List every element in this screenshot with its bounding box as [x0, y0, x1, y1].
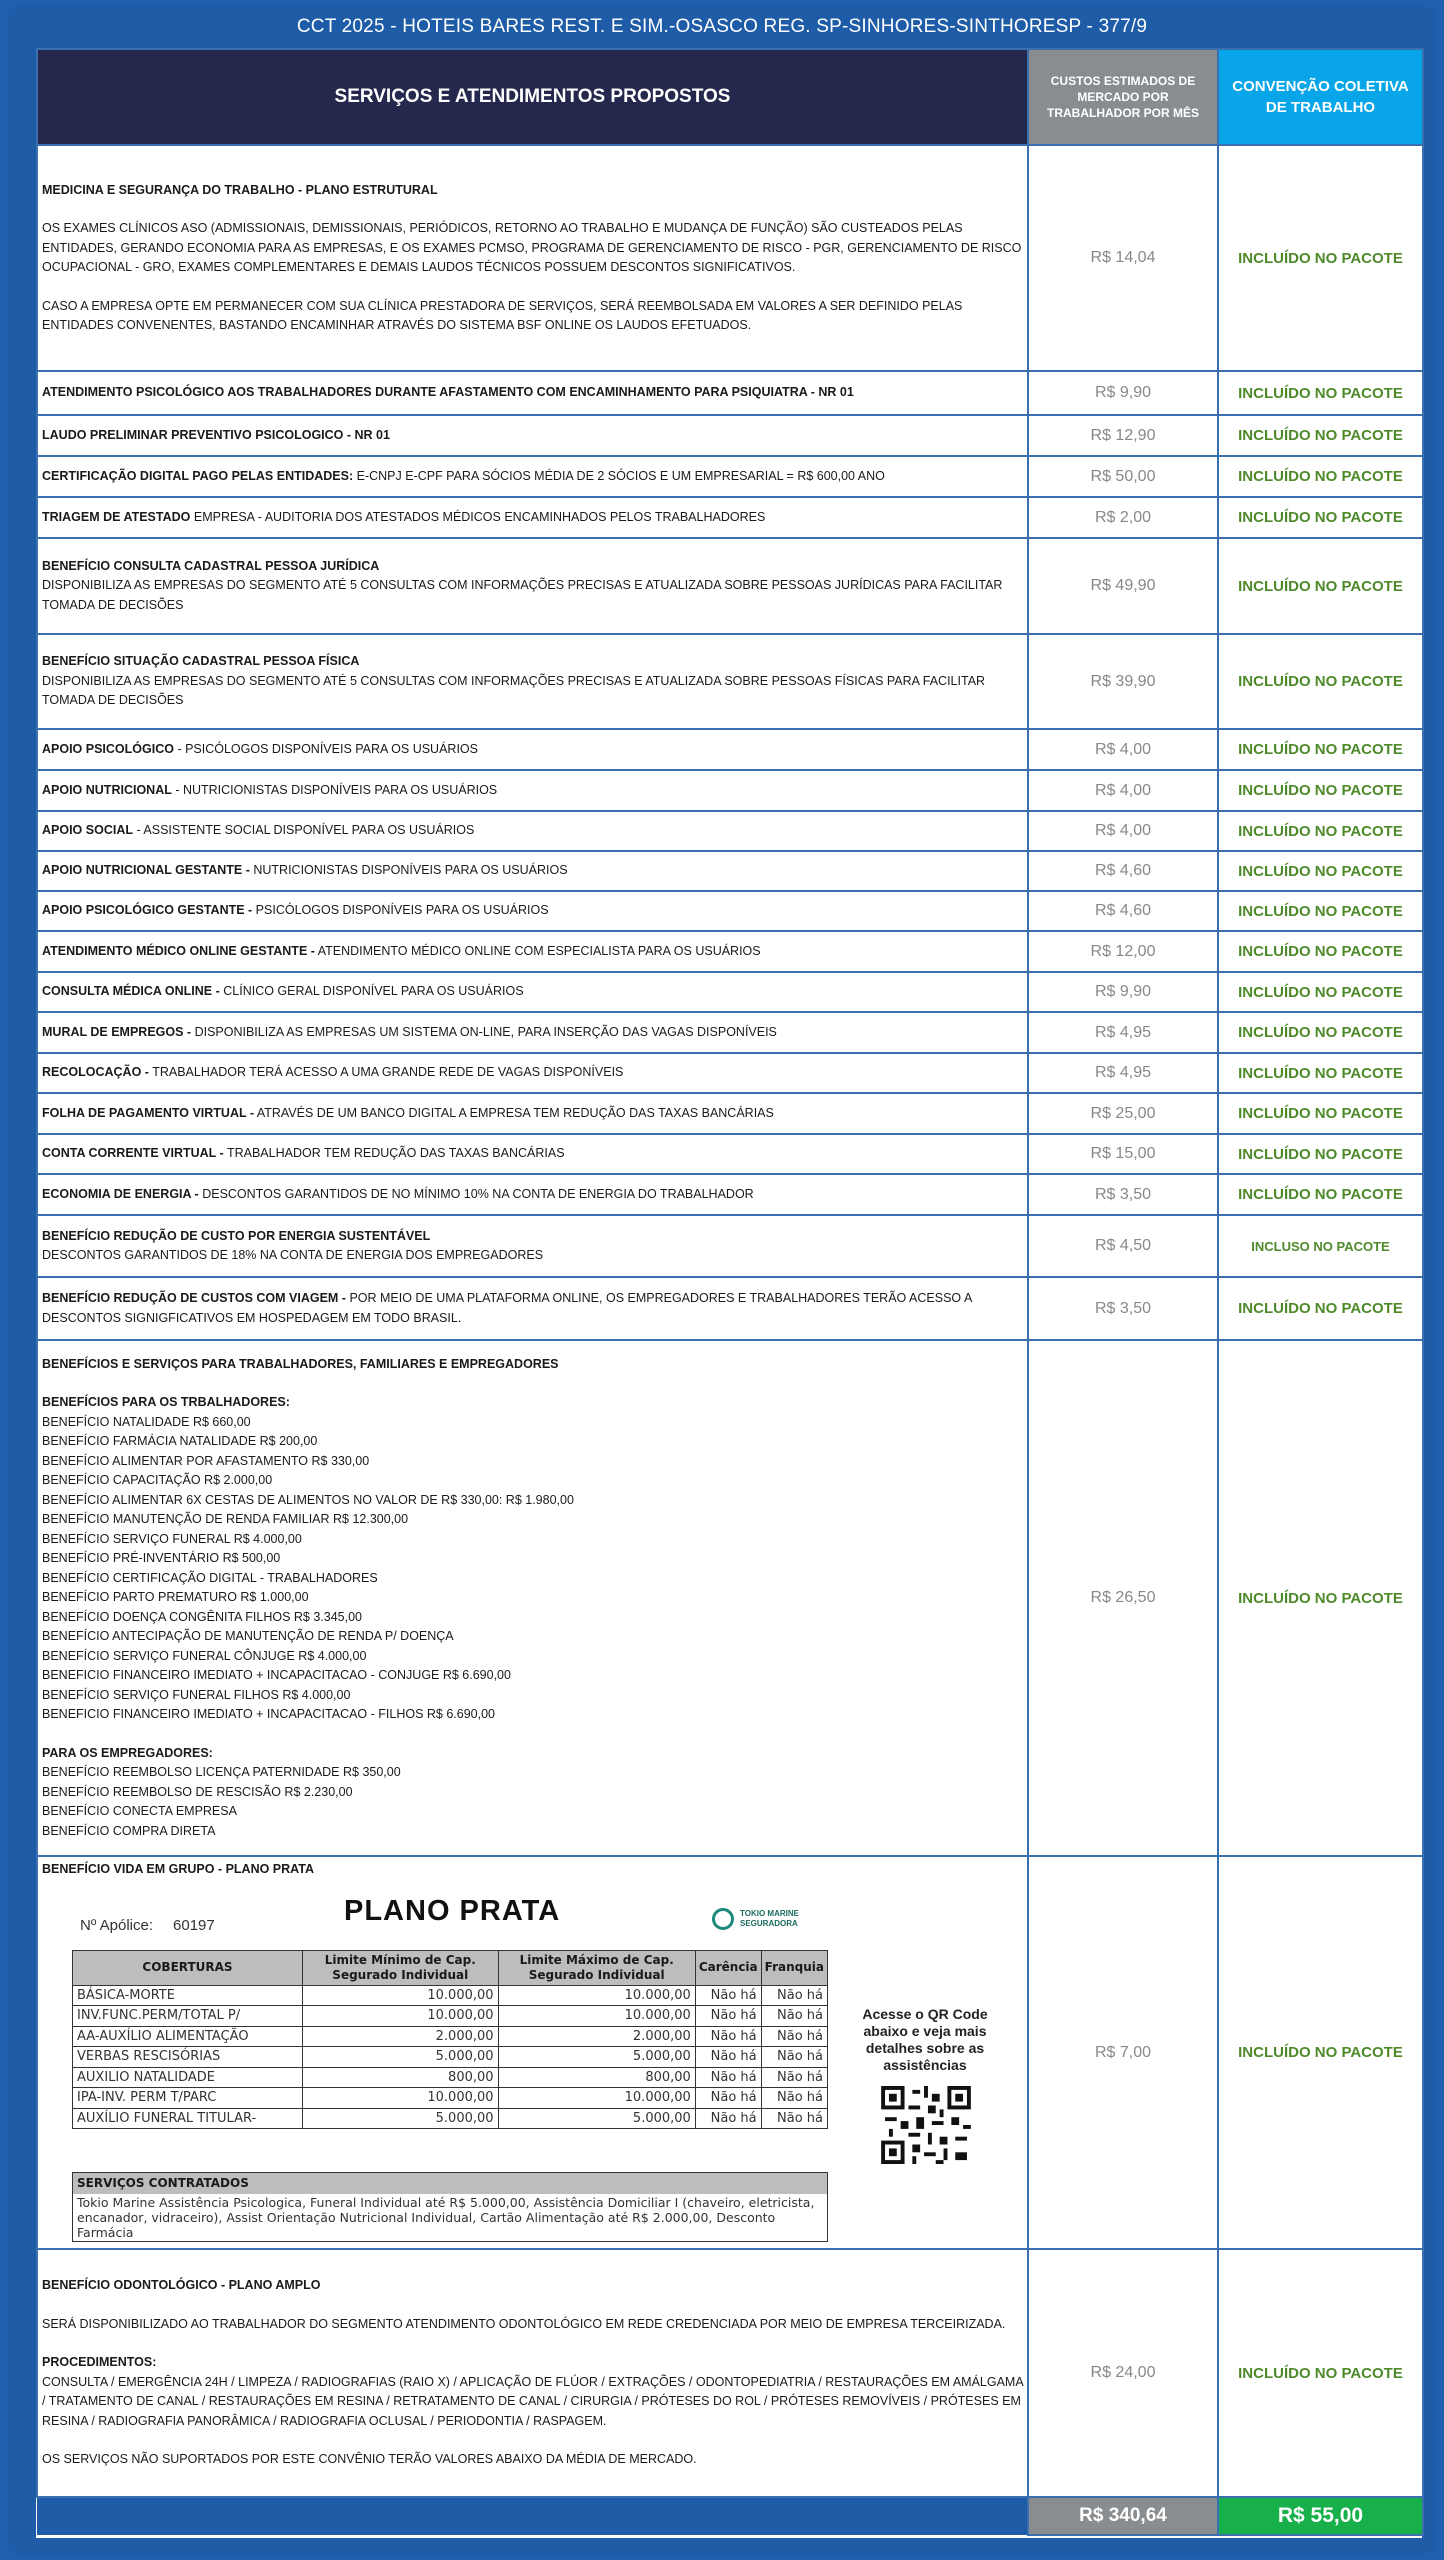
row-text: DISPONIBILIZA AS EMPRESAS DO SEGMENTO ATÉ 5 CONSULTAS COM INFORMAÇÕES PRECISAS E ATUALIZADA SOBRE PESSOAS JURÍDICAS PARA FACILITAR TOMADA DE DECISÕES	[42, 578, 1003, 612]
table-row	[37, 1093, 1423, 1134]
row-status: INCLUÍDO NO PACOTE	[1218, 811, 1423, 851]
row-text: E-CNPJ E-CPF PARA SÓCIOS MÉDIA DE 2 SÓCIOS E UM EMPRESARIAL = R$ 600,00 ANO	[353, 468, 885, 483]
row-status: INCLUÍDO NO PACOTE	[1218, 1340, 1423, 1856]
row-description	[37, 1093, 1028, 1134]
row-text: DISPONIBILIZA AS EMPRESAS DO SEGMENTO ATÉ 5 CONSULTAS COM INFORMAÇÕES PRECISAS E ATUALIZADA SOBRE PESSOAS FÍSICAS PARA FACILITAR TOMADA DE DECISÕES	[42, 673, 986, 708]
table-row	[37, 456, 1423, 497]
row-price: R$ 3,50	[1028, 1174, 1218, 1215]
list-item: BENEFÍCIO NATALIDADE R$ 660,00	[42, 1414, 251, 1429]
table-row	[37, 1053, 1423, 1093]
row-title: MEDICINA E SEGURANÇA DO TRABALHO - PLANO ESTRUTURAL	[42, 182, 438, 197]
table-row	[37, 1856, 1423, 2249]
row-status: INCLUÍDO NO PACOTE	[1218, 371, 1423, 415]
row-status: INCLUÍDO NO PACOTE	[1218, 729, 1423, 770]
coverage-header-row	[73, 1950, 828, 1985]
row-description	[37, 2249, 1028, 2497]
row-price: R$ 4,95	[1028, 1053, 1218, 1093]
row-title: TRIAGEM DE ATESTADO	[42, 509, 191, 524]
table-row	[37, 634, 1423, 729]
qr-caption: Acesse o QR Code abaixo e veja mais detalhes sobre as assistências	[862, 2005, 988, 2073]
row-price: R$ 4,60	[1028, 851, 1218, 891]
totals-spacer	[37, 2497, 1028, 2535]
list-item: BENEFICIO FINANCEIRO IMEDIATO + INCAPACITACAO - FILHOS R$ 6.690,00	[42, 1707, 495, 1722]
header-cost: CUSTOS ESTIMADOS DE MERCADO POR TRABALHADOR POR MÊS	[1028, 49, 1218, 145]
row-description	[37, 1856, 1028, 2249]
coverage-row: AUXILIO NATALIDADE 800,00 800,00 Não há Não há	[73, 2067, 828, 2088]
list-item: BENEFÍCIO REEMBOLSO LICENÇA PATERNIDADE R$ 350,00	[42, 1765, 401, 1780]
policy-label: Nº Apólice:	[80, 1916, 154, 1934]
row-text: ATRAVÉS DE UM BANCO DIGITAL A EMPRESA TEM REDUÇÃO DAS TAXAS BANCÁRIAS	[254, 1105, 774, 1120]
row-status: INCLUÍDO NO PACOTE	[1218, 2249, 1423, 2497]
list-item: BENEFÍCIO FARMÁCIA NATALIDADE R$ 200,00	[42, 1434, 318, 1449]
row-price: R$ 9,90	[1028, 972, 1218, 1012]
row-subtitle: PARA OS EMPREGADORES:	[42, 1745, 213, 1760]
row-text: EMPRESA - AUDITORIA DOS ATESTADOS MÉDICOS ENCAMINHADOS PELOS TRABALHADORES	[190, 509, 766, 524]
row-title: APOIO SOCIAL	[42, 823, 133, 838]
row-subtitle: PROCEDIMENTOS:	[42, 2355, 157, 2370]
row-status: INCLUÍDO NO PACOTE	[1218, 1856, 1423, 2249]
list-item: BENEFÍCIO ANTECIPAÇÃO DE MANUTENÇÃO DE RENDA P/ DOENÇA	[42, 1629, 454, 1644]
list-item: BENEFICIO FINANCEIRO IMEDIATO + INCAPACITACAO - CONJUGE R$ 6.690,00	[42, 1668, 511, 1683]
coverage-header: Limite Mínimo de Cap. Segurado Individual	[303, 1950, 499, 1985]
table-row	[37, 497, 1423, 538]
policy-number	[80, 1916, 215, 1936]
row-status: INCLUSO NO PACOTE	[1218, 1215, 1423, 1277]
row-text: - ASSISTENTE SOCIAL DISPONÍVEL PARA OS USUÁRIOS	[132, 823, 475, 838]
services-table	[36, 48, 1424, 2536]
table-row	[37, 851, 1423, 891]
row-status: INCLUÍDO NO PACOTE	[1218, 1093, 1423, 1134]
row-description	[37, 972, 1028, 1012]
row-price: R$ 7,00	[1028, 1856, 1218, 2249]
row-status: INCLUÍDO NO PACOTE	[1218, 770, 1423, 811]
row-status: INCLUÍDO NO PACOTE	[1218, 497, 1423, 538]
document-frame	[8, 6, 1436, 2554]
plan-title: PLANO PRATA	[344, 1894, 561, 1927]
qr-code-icon[interactable]	[880, 2086, 972, 2164]
row-text: DESCONTOS GARANTIDOS DE 18% NA CONTA DE ENERGIA DOS EMPREGADORES	[42, 1248, 544, 1262]
coverage-header: Limite Máximo de Cap. Segurado Individual	[498, 1950, 695, 1985]
table-row	[37, 2249, 1423, 2497]
row-status: INCLUÍDO NO PACOTE	[1218, 415, 1423, 456]
row-status: INCLUÍDO NO PACOTE	[1218, 538, 1423, 634]
row-text: TRABALHADOR TEM REDUÇÃO DAS TAXAS BANCÁRIAS	[223, 1146, 565, 1161]
row-price: R$ 12,90	[1028, 415, 1218, 456]
list-item: BENEFÍCIO COMPRA DIRETA	[42, 1823, 216, 1838]
row-description	[37, 634, 1028, 729]
table-row	[37, 1340, 1423, 1856]
services-sheet	[36, 48, 1422, 2538]
row-title: RECOLOCAÇÃO -	[42, 1065, 149, 1080]
row-text: PSICÓLOGOS DISPONÍVEIS PARA OS USUÁRIOS	[252, 903, 549, 918]
list-item: BENEFÍCIO CAPACITAÇÃO R$ 2.000,00	[42, 1473, 273, 1488]
coverage-row: INV.FUNC.PERM/TOTAL P/ 10.000,00 10.000,00 Não há Não há	[73, 2006, 828, 2027]
row-description	[37, 456, 1028, 497]
row-description	[37, 770, 1028, 811]
row-title: BENEFÍCIO REDUÇÃO DE CUSTO POR ENERGIA SUSTENTÁVEL	[42, 1228, 431, 1243]
row-description	[37, 145, 1028, 371]
total-cost: R$ 340,64	[1028, 2497, 1218, 2535]
row-description	[37, 729, 1028, 770]
row-description	[37, 1340, 1028, 1856]
table-row	[37, 538, 1423, 634]
row-price: R$ 4,95	[1028, 1012, 1218, 1053]
table-row	[37, 145, 1423, 371]
row-title: CERTIFICAÇÃO DIGITAL PAGO PELAS ENTIDADES:	[42, 468, 354, 483]
row-status: INCLUÍDO NO PACOTE	[1218, 1134, 1423, 1174]
row-title: BENEFÍCIO REDUÇÃO DE CUSTOS COM VIAGEM -	[42, 1291, 346, 1305]
row-title: BENEFÍCIO CONSULTA CADASTRAL PESSOA JURÍDICA	[42, 558, 380, 573]
row-price: R$ 39,90	[1028, 634, 1218, 729]
row-price: R$ 3,50	[1028, 1277, 1218, 1340]
row-description	[37, 1277, 1028, 1340]
table-row	[37, 1277, 1423, 1340]
row-title: BENEFÍCIO SITUAÇÃO CADASTRAL PESSOA FÍSICA	[42, 654, 360, 669]
row-status: INCLUÍDO NO PACOTE	[1218, 1174, 1423, 1215]
row-title: APOIO NUTRICIONAL	[42, 782, 172, 797]
table-row	[37, 729, 1423, 770]
table-row	[37, 891, 1423, 931]
row-status: INCLUÍDO NO PACOTE	[1218, 1012, 1423, 1053]
row-title: CONTA CORRENTE VIRTUAL -	[42, 1146, 224, 1161]
list-item: BENEFÍCIO SERVIÇO FUNERAL FILHOS R$ 4.000,00	[42, 1687, 351, 1702]
header-cct: CONVENÇÃO COLETIVA DE TRABALHO	[1218, 49, 1423, 145]
row-text: OS SERVIÇOS NÃO SUPORTADOS POR ESTE CONVÊNIO TERÃO VALORES ABAIXO DA MÉDIA DE MERCADO.	[42, 2452, 697, 2467]
row-price: R$ 14,04	[1028, 145, 1218, 371]
row-text: TRABALHADOR TERÁ ACESSO A UMA GRANDE REDE DE VAGAS DISPONÍVEIS	[148, 1065, 624, 1080]
row-title: APOIO PSICOLÓGICO	[42, 741, 174, 756]
row-description	[37, 538, 1028, 634]
table-row	[37, 1215, 1423, 1277]
header-services: SERVIÇOS E ATENDIMENTOS PROPOSTOS	[37, 49, 1028, 145]
totals-row	[37, 2497, 1423, 2535]
table-row	[37, 1012, 1423, 1053]
row-text: NUTRICIONISTAS DISPONÍVEIS PARA OS USUÁRIOS	[249, 863, 568, 878]
table-row	[37, 415, 1423, 456]
insurance-plan-card	[42, 1888, 988, 2240]
row-text: CLÍNICO GERAL DISPONÍVEL PARA OS USUÁRIOS	[219, 984, 524, 999]
list-item: BENEFÍCIO PRÉ-INVENTÁRIO R$ 500,00	[42, 1551, 281, 1566]
row-price: R$ 15,00	[1028, 1134, 1218, 1174]
coverage-row: BÁSICA-MORTE 10.000,00 10.000,00 Não há Não há	[73, 1985, 828, 2006]
row-description	[37, 415, 1028, 456]
list-item: BENEFÍCIO SERVIÇO FUNERAL R$ 4.000,00	[42, 1531, 302, 1546]
row-title: ATENDIMENTO MÉDICO ONLINE GESTANTE -	[42, 943, 315, 958]
logo-text: TOKIO MARINE SEGURADORA	[740, 1908, 799, 1928]
insurer-logo	[712, 1906, 802, 1934]
row-status: INCLUÍDO NO PACOTE	[1218, 931, 1423, 972]
list-item: BENEFÍCIO CONECTA EMPRESA	[42, 1804, 237, 1819]
row-status: INCLUÍDO NO PACOTE	[1218, 1053, 1423, 1093]
row-description	[37, 891, 1028, 931]
row-description	[37, 371, 1028, 415]
coverage-header: COBERTURAS	[73, 1950, 303, 1985]
coverage-header: Franquia	[761, 1950, 827, 1985]
row-price: R$ 9,90	[1028, 371, 1218, 415]
row-title: MURAL DE EMPREGOS -	[42, 1024, 192, 1039]
row-description	[37, 931, 1028, 972]
row-price: R$ 50,00	[1028, 456, 1218, 497]
logo-icon	[712, 1908, 734, 1930]
row-status: INCLUÍDO NO PACOTE	[1218, 851, 1423, 891]
row-text: OS EXAMES CLÍNICOS ASO (ADMISSIONAIS, DEMISSIONAIS, PERIÓDICOS, RETORNO AO TRABALHO E MUDANÇA DE FUNÇÃO) SÃO CUSTEADOS PELAS ENTIDADES, GERANDO ECONOMIA PARA AS EMPRESAS, E OS EXAMES PCMSO, PROGRAMA DE GERENCIAMENTO DE RISCO - PGR, GERENCIAMENTO DE RISCO OCUPACIONAL - GRO, EXAMES COMPLEMENTARES E DEMAIS LAUDOS TÉCNICOS POSSUEM DESCONTOS SIGNIFICATIVOS.	[42, 221, 1022, 274]
list-item: BENEFÍCIO ALIMENTAR POR AFASTAMENTO R$ 330,00	[42, 1453, 370, 1468]
row-status: INCLUÍDO NO PACOTE	[1218, 972, 1423, 1012]
row-text: SERÁ DISPONIBILIZADO AO TRABALHADOR DO SEGMENTO ATENDIMENTO ODONTOLÓGICO EM REDE CREDENCIADA POR MEIO DE EMPRESA TERCEIRIZADA.	[42, 2316, 1006, 2331]
services-text: Tokio Marine Assistência Psicologica, Funeral Individual até R$ 5.000,00, Assistência Domiciliar I (chaveiro, eletricista, encanador, vidraceiro), Assist Orientação Nutricional Individual, Cartão Alimentação até R$ 2.000,00, Desconto Farmácia	[77, 2195, 815, 2240]
row-title: BENEFÍCIOS E SERVIÇOS PARA TRABALHADORES, FAMILIARES E EMPREGADORES	[42, 1356, 559, 1371]
row-title: APOIO PSICOLÓGICO GESTANTE -	[42, 903, 253, 918]
row-title: APOIO NUTRICIONAL GESTANTE -	[42, 863, 250, 878]
coverage-header: Carência	[695, 1950, 761, 1985]
contracted-services-box	[72, 2172, 828, 2243]
row-text: - PSICÓLOGOS DISPONÍVEIS PARA OS USUÁRIOS	[173, 741, 478, 756]
row-status: INCLUÍDO NO PACOTE	[1218, 891, 1423, 931]
coverage-row: IPA-INV. PERM T/PARC 10.000,00 10.000,00 Não há Não há	[73, 2088, 828, 2109]
row-price: R$ 24,00	[1028, 2249, 1218, 2497]
row-description	[37, 851, 1028, 891]
row-text: - NUTRICIONISTAS DISPONÍVEIS PARA OS USUÁRIOS	[171, 782, 498, 797]
row-subtitle: BENEFÍCIOS PARA OS TRBALHADORES:	[42, 1395, 290, 1410]
table-row	[37, 371, 1423, 415]
list-item: BENEFÍCIO ALIMENTAR 6X CESTAS DE ALIMENTOS NO VALOR DE R$ 330,00: R$ 1.980,00	[42, 1492, 574, 1507]
row-text: POR MEIO DE UMA PLATAFORMA ONLINE, OS EMPREGADORES E TRABALHADORES TERÃO ACESSO A DESCONTOS SIGNIGFICATIVOS EM HOSPEDAGEM EM TODO BRASIL.	[42, 1291, 972, 1325]
list-item: BENEFÍCIO CERTIFICAÇÃO DIGITAL - TRABALHADORES	[42, 1570, 378, 1585]
table-row	[37, 972, 1423, 1012]
table-row	[37, 1134, 1423, 1174]
coverage-table	[72, 1950, 828, 2130]
row-title: BENEFÍCIO VIDA EM GRUPO - PLANO PRATA	[42, 1862, 314, 1876]
row-title: BENEFÍCIO ODONTOLÓGICO - PLANO AMPLO	[42, 2278, 321, 2293]
row-price: R$ 2,00	[1028, 497, 1218, 538]
table-row	[37, 770, 1423, 811]
row-title: FOLHA DE PAGAMENTO VIRTUAL -	[42, 1105, 255, 1120]
row-description	[37, 1215, 1028, 1277]
row-text: DESCONTOS GARANTIDOS DE NO MÍNIMO 10% NA CONTA DE ENERGIA DO TRABALHADOR	[198, 1186, 754, 1201]
row-title: ATENDIMENTO PSICOLÓGICO AOS TRABALHADORES DURANTE AFASTAMENTO COM ENCAMINHAMENTO PARA PSIQUIATRA - NR 01	[42, 385, 854, 400]
table-row	[37, 1174, 1423, 1215]
row-price: R$ 4,00	[1028, 811, 1218, 851]
list-item: BENEFÍCIO SERVIÇO FUNERAL CÔNJUGE R$ 4.000,00	[42, 1648, 367, 1663]
row-description	[37, 1012, 1028, 1053]
row-price: R$ 4,60	[1028, 891, 1218, 931]
row-status: INCLUÍDO NO PACOTE	[1218, 456, 1423, 497]
row-text: DISPONIBILIZA AS EMPRESAS UM SISTEMA ON-LINE, PARA INSERÇÃO DAS VAGAS DISPONÍVEIS	[191, 1024, 777, 1039]
row-title: ECONOMIA DE ENERGIA -	[42, 1186, 199, 1201]
row-description	[37, 1053, 1028, 1093]
row-price: R$ 25,00	[1028, 1093, 1218, 1134]
row-status: INCLUÍDO NO PACOTE	[1218, 1277, 1423, 1340]
policy-value: 60197	[173, 1916, 215, 1934]
row-price: R$ 4,00	[1028, 729, 1218, 770]
row-title: LAUDO PRELIMINAR PREVENTIVO PSICOLOGICO - NR 01	[42, 427, 390, 442]
row-status: INCLUÍDO NO PACOTE	[1218, 634, 1423, 729]
document-title: CCT 2025 - HOTEIS BARES REST. E SIM.-OSASCO REG. SP-SINHORES-SINTHORESP - 377/9	[296, 16, 1148, 37]
coverage-row: AUXÍLIO FUNERAL TITULAR- 5.000,00 5.000,00 Não há Não há	[73, 2108, 828, 2129]
total-cct: R$ 55,00	[1218, 2497, 1423, 2535]
coverage-row: AA-AUXÍLIO ALIMENTAÇÃO 2.000,00 2.000,00 Não há Não há	[73, 2026, 828, 2047]
row-title: CONSULTA MÉDICA ONLINE -	[42, 984, 220, 999]
list-item: BENEFÍCIO REEMBOLSO DE RESCISÃO R$ 2.230,00	[42, 1784, 353, 1799]
row-price: R$ 49,90	[1028, 538, 1218, 634]
row-price: R$ 26,50	[1028, 1340, 1218, 1856]
row-description	[37, 497, 1028, 538]
row-price: R$ 4,50	[1028, 1215, 1218, 1277]
row-price: R$ 12,00	[1028, 931, 1218, 972]
table-row	[37, 931, 1423, 972]
list-item: BENEFÍCIO PARTO PREMATURO R$ 1.000,00	[42, 1590, 309, 1605]
row-status: INCLUÍDO NO PACOTE	[1218, 145, 1423, 371]
list-item: BENEFÍCIO MANUTENÇÃO DE RENDA FAMILIAR R$ 12.300,00	[42, 1512, 409, 1527]
row-text: CASO A EMPRESA OPTE EM PERMANECER COM SUA CLÍNICA PRESTADORA DE SERVIÇOS, SERÁ REEMBOLSADA EM VALORES A SER DEFINIDO PELAS ENTIDADES CONVENENTES, BASTANDO ENCAMINHAR ATRAVÉS DO SISTEMA BSF ONLINE OS LAUDOS EFETUADOS.	[42, 298, 963, 332]
list-item: BENEFÍCIO DOENÇA CONGÊNITA FILHOS R$ 3.345,00	[42, 1609, 363, 1624]
coverage-row: VERBAS RESCISÓRIAS 5.000,00 5.000,00 Não há Não há	[73, 2047, 828, 2068]
services-header: SERVIÇOS CONTRATADOS	[73, 2173, 827, 2195]
row-description	[37, 1134, 1028, 1174]
row-text: ATENDIMENTO MÉDICO ONLINE COM ESPECIALISTA PARA OS USUÁRIOS	[314, 943, 761, 958]
row-description	[37, 1174, 1028, 1215]
table-row	[37, 811, 1423, 851]
table-header-row	[37, 49, 1423, 145]
row-description	[37, 811, 1028, 851]
row-price: R$ 4,00	[1028, 770, 1218, 811]
row-text: CONSULTA / EMERGÊNCIA 24H / LIMPEZA / RADIOGRAFIAS (RAIO X) / APLICAÇÃO DE FLÚOR / EXTRAÇÕES / ODONTOPEDIATRIA / RESTAURAÇÕES EM AMÁLGAMA / TRATAMENTO DE CANAL / RESTAURAÇÕES EM RESINA / RETRATAMENTO DE CANAL / CIRURGIA / PRÓTESES DO ROL / PRÓTESES REMOVÍVEIS / PRÓTESES EM RESINA / RADIOGRAFIA PANORÂMICA / RADIOGRAFIA OCLUSAL / PERIODONTIA / RASPAGEM.	[42, 2374, 1023, 2428]
